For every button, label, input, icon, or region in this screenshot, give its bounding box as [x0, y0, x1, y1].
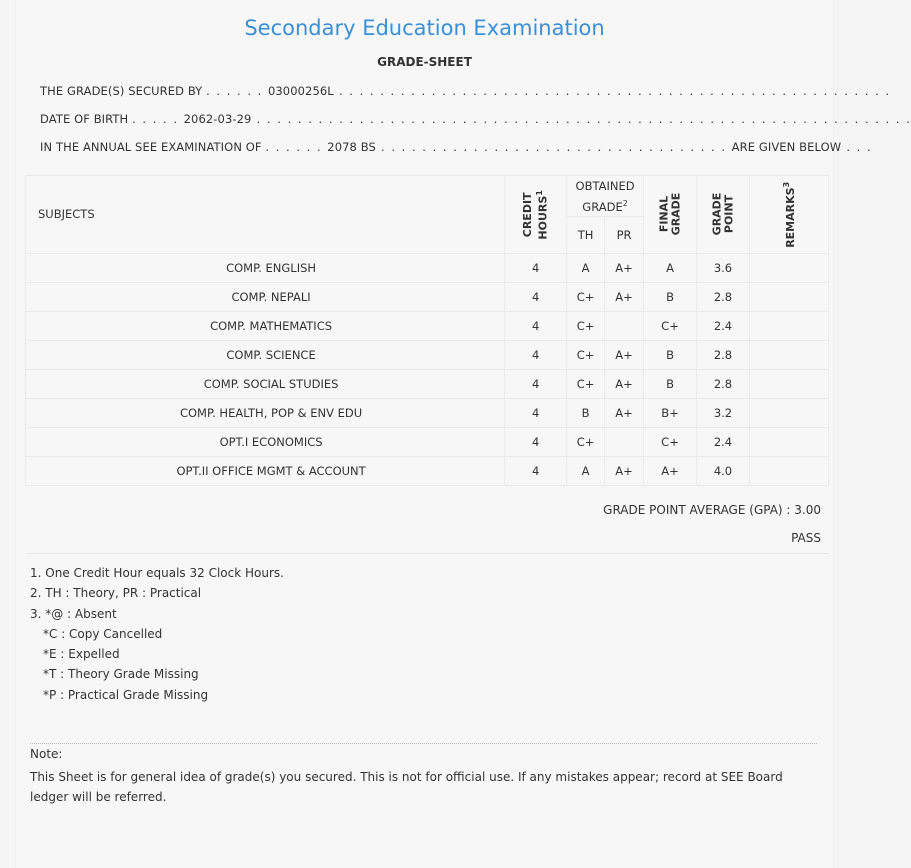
subject-cell: OPT.I ECONOMICS	[26, 427, 505, 456]
page-subtitle: GRADE-SHEET	[377, 55, 472, 69]
footnote-copy-cancelled: *C : Copy Cancelled	[43, 626, 163, 641]
subject-cell: OPT.II OFFICE MGMT & ACCOUNT	[26, 456, 505, 485]
table-row	[26, 311, 829, 340]
subject-cell: COMP. MATHEMATICS	[26, 311, 505, 340]
secured-by-line: THE GRADE(S) SECURED BY . . . . . . 03000256L . . . . . . . . . . . . . . . . . . . . . . . . . . . . . . . . . . . . . . . . . . . . . . . . . . . . . .	[40, 84, 891, 98]
grades-table	[25, 175, 829, 486]
obtained-grade-header: OBTAINED GRADE$^2$	[567, 176, 644, 217]
final-grade-header: FINAL GRADE	[644, 176, 697, 254]
exam-year: 2078 BS	[327, 140, 376, 154]
footnote-3: 3. *@ : Absent	[30, 606, 117, 621]
remarks-cell	[749, 398, 828, 427]
subject-cell: COMP. SOCIAL STUDIES	[26, 369, 505, 398]
th-cell: A	[567, 253, 605, 282]
remarks-cell	[749, 427, 828, 456]
credit-hours-header: CREDIT HOURS$^1$	[505, 176, 567, 254]
final-grade-cell: B	[644, 340, 697, 369]
footnote-1: 1. One Credit Hour equals 32 Clock Hours.	[30, 566, 284, 580]
final-grade-cell: B	[644, 282, 697, 311]
secured-by-label: THE GRADE(S) SECURED BY	[40, 84, 203, 98]
th-cell: C+	[567, 369, 605, 398]
grade-sheet	[15, 0, 911, 868]
th-cell: C+	[567, 340, 605, 369]
remarks-cell	[749, 282, 828, 311]
remarks-cell	[749, 253, 828, 282]
remarks-cell	[749, 369, 828, 398]
grade-point-cell: 2.8	[697, 282, 750, 311]
remarks-cell	[749, 456, 828, 485]
credit-cell: 4	[505, 369, 567, 398]
grade-point-cell: 4.0	[697, 456, 750, 485]
gpa-line	[603, 503, 821, 517]
th-cell: C+	[567, 427, 605, 456]
table-row	[26, 282, 829, 311]
dob-value: 2062-03-29	[183, 112, 252, 126]
dob-line: DATE OF BIRTH . . . . . 2062-03-29 . . . . . . . . . . . . . . . . . . . . . . . . . . . . . . . . . . . . . . . . . . . . . . . . . . . . . . . . . . . . . . . .	[40, 112, 911, 126]
grade-point-cell: 3.6	[697, 253, 750, 282]
remarks-cell	[749, 311, 828, 340]
table-row	[26, 369, 829, 398]
table-row	[26, 398, 829, 427]
final-grade-cell: B	[644, 369, 697, 398]
remarks-cell	[749, 340, 828, 369]
grade-point-cell: 2.8	[697, 369, 750, 398]
symbol-number: 03000256L	[267, 84, 334, 98]
credit-cell: 4	[505, 282, 567, 311]
note-text: This Sheet is for general idea of grade(s) you secured. This is not for official use. If any mistakes appear; record at SEE Board ledger will be referred.	[30, 770, 783, 804]
final-grade-cell: C+	[644, 311, 697, 340]
credit-cell: 4	[505, 340, 567, 369]
credit-cell: 4	[505, 253, 567, 282]
grade-point-header: GRADE POINT	[697, 176, 750, 254]
pr-cell: A+	[605, 253, 644, 282]
pr-cell	[605, 427, 644, 456]
table-row	[26, 253, 829, 282]
credit-cell: 4	[505, 427, 567, 456]
grade-point-cell: 2.8	[697, 340, 750, 369]
footnote-theory-missing: *T : Theory Grade Missing	[43, 667, 199, 682]
note-heading: Note:	[30, 747, 63, 761]
gpa-label: GRADE POINT AVERAGE (GPA) :	[603, 503, 791, 517]
footnote-2: 2. TH : Theory, PR : Practical	[30, 586, 202, 601]
footnote-expelled: *E : Expelled	[43, 647, 120, 662]
th-cell: B	[567, 398, 605, 427]
credit-cell: 4	[505, 456, 567, 485]
th-cell: C+	[567, 311, 605, 340]
exam-line: IN THE ANNUAL SEE EXAMINATION OF . . . . . . 2078 BS . . . . . . . . . . . . . . . . . . . . . . . . . . . . . . . . . . ARE GIVEN BELOW . . .	[40, 140, 873, 154]
grade-point-cell: 2.4	[697, 311, 750, 340]
pr-cell: A+	[605, 456, 644, 485]
footnotes	[30, 563, 284, 705]
table-row	[26, 427, 829, 456]
th-cell: A	[567, 456, 605, 485]
table-row	[26, 456, 829, 485]
dob-label: DATE OF BIRTH	[40, 112, 129, 126]
exam-label: IN THE ANNUAL SEE EXAMINATION OF	[40, 140, 262, 154]
subject-cell: COMP. SCIENCE	[26, 340, 505, 369]
final-grade-cell: B+	[644, 398, 697, 427]
final-grade-cell: A	[644, 253, 697, 282]
pr-cell: A+	[605, 369, 644, 398]
subject-cell: COMP. ENGLISH	[26, 253, 505, 282]
gpa-value: 3.00	[794, 503, 821, 517]
grade-point-cell: 3.2	[697, 398, 750, 427]
given-below-label: ARE GIVEN BELOW	[731, 140, 842, 154]
pr-cell	[605, 311, 644, 340]
footnote-practical-missing: *P : Practical Grade Missing	[43, 687, 209, 702]
credit-cell: 4	[505, 311, 567, 340]
subject-cell: COMP. NEPALI	[26, 282, 505, 311]
subject-cell: COMP. HEALTH, POP & ENV EDU	[26, 398, 505, 427]
grade-point-cell: 2.4	[697, 427, 750, 456]
subjects-header: SUBJECTS	[26, 176, 505, 254]
pr-cell: A+	[605, 398, 644, 427]
pr-cell: A+	[605, 340, 644, 369]
th-header: TH	[567, 216, 605, 253]
note-divider	[30, 743, 817, 744]
credit-cell: 4	[505, 398, 567, 427]
result-status: PASS	[791, 531, 821, 545]
pr-header: PR	[605, 216, 644, 253]
final-grade-cell: C+	[644, 427, 697, 456]
divider	[25, 553, 829, 554]
remarks-header: REMARKS$^3$	[749, 176, 828, 254]
pr-cell: A+	[605, 282, 644, 311]
page-title: Secondary Education Examination	[244, 16, 605, 40]
table-row	[26, 340, 829, 369]
th-cell: C+	[567, 282, 605, 311]
final-grade-cell: A+	[644, 456, 697, 485]
